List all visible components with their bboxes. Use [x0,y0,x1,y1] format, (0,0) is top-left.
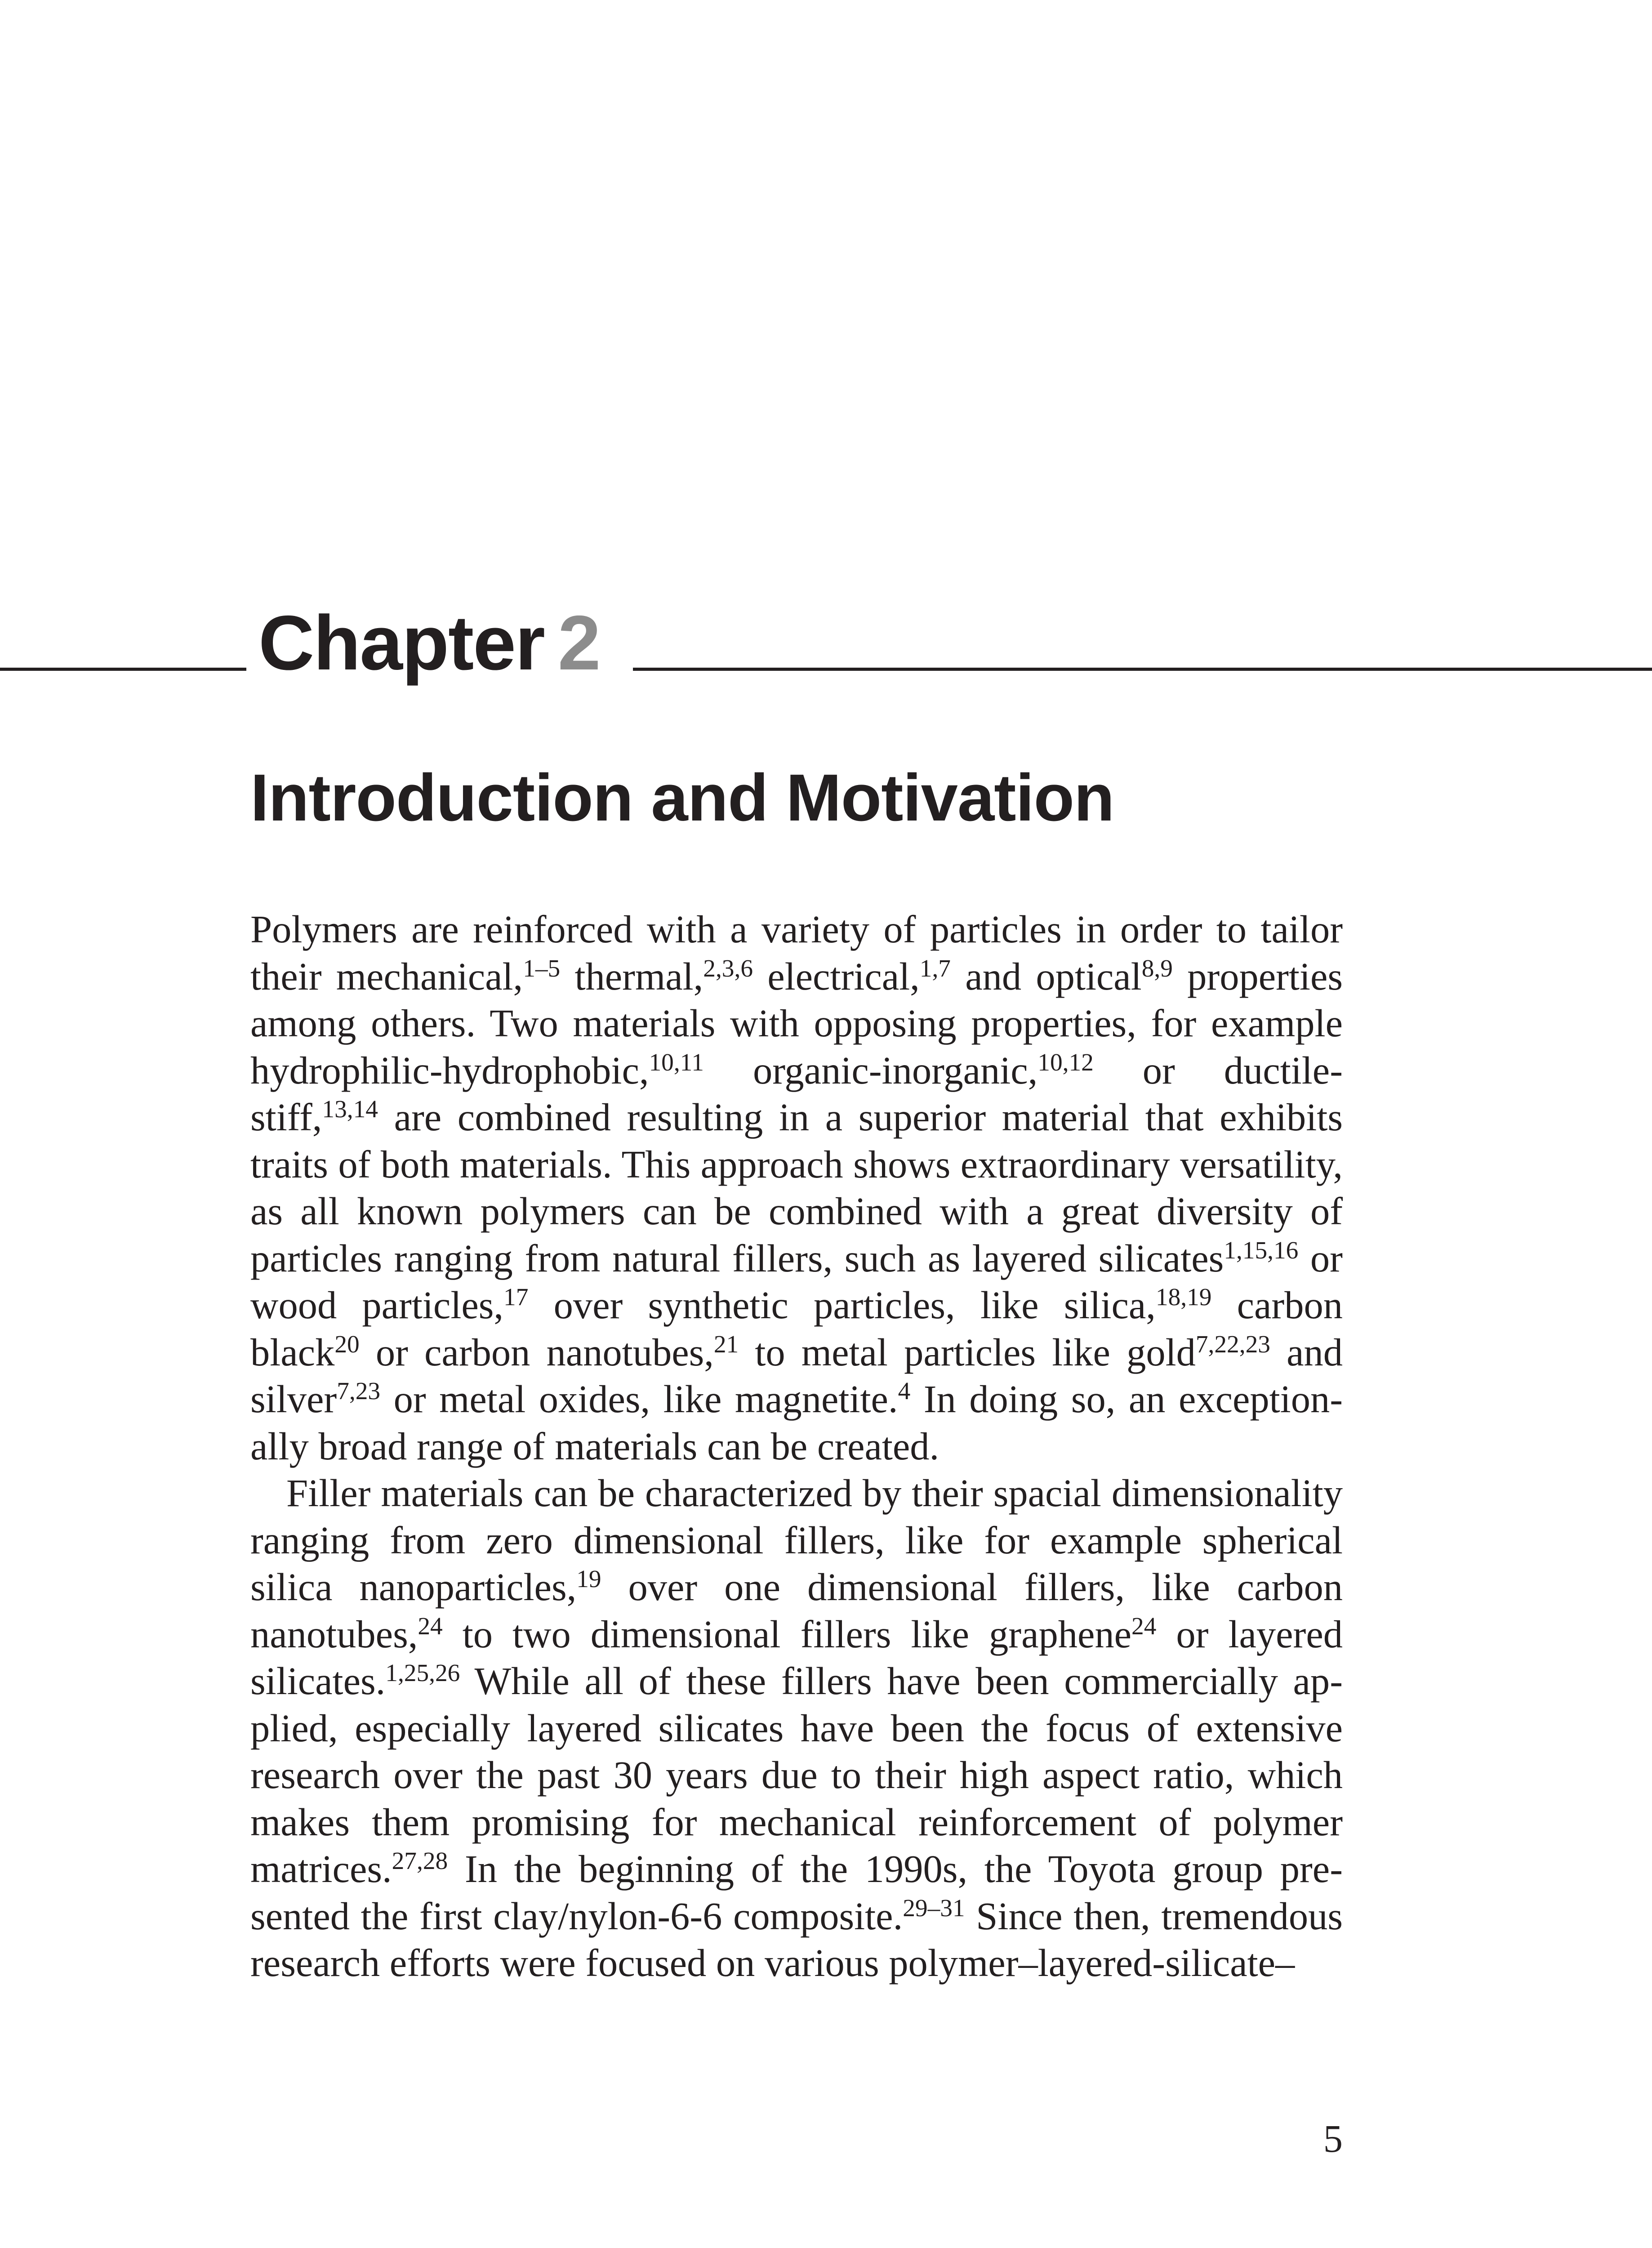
citation-ref: 7,22,23 [1195,1330,1270,1358]
body-text [250,906,1343,1987]
text-run: In the beginning of the 1990s, the Toyota group presented the first clay/nylon-6-6 composite. [250,1847,1343,1938]
text-run: In doing so, an exceptionally broad range of materials can be created. [250,1378,1343,1468]
text-run: properties among others. Two materials with opposing properties, for example hydrophilic-hydrophobic, [250,955,1343,1092]
text-run: over synthetic particles, like silica, [528,1284,1156,1327]
citation-ref: 4 [898,1377,911,1405]
text-run: electrical, [753,955,920,998]
text-run: to metal particles like gold [739,1330,1196,1374]
text-run: organic-inorganic, [704,1048,1038,1092]
chapter-rule-right [633,668,1652,671]
citation-ref: 19 [576,1565,601,1593]
text-run: While all of these fillers have been commercially applied, especially layered silicates have been the focus of extensive research over the past 30 years due to their high aspect ratio, which makes them promising for mechanical reinforcement of polymer matrices. [250,1659,1343,1891]
page-number: 5 [1323,2117,1343,2160]
chapter-label: Chapter [258,600,544,686]
citation-ref: 21 [713,1330,739,1358]
citation-ref: 20 [334,1330,360,1358]
citation-ref: 29–31 [903,1894,965,1922]
citation-ref: 7,23 [337,1377,381,1405]
chapter-rule-left [0,668,246,671]
citation-ref: 27,28 [392,1847,448,1875]
citation-ref: 1,15,16 [1224,1236,1299,1264]
citation-ref: 1,25,26 [385,1659,460,1687]
text-run: carbon black [250,1284,1343,1374]
citation-ref: 8,9 [1141,954,1173,982]
text-run: to two dimensional fillers like graphene [442,1612,1132,1656]
text-run: Since then, tremendous research efforts were focused on various polymer–layered-silicate– [250,1894,1343,1985]
text-run: or carbon nanotubes, [359,1330,714,1374]
text-run: thermal, [560,955,704,998]
text-run: Filler materials can be characterized by their spacial dimensionality ranging from zero dimensional fillers, like for example spherical silica nanoparticles, [250,1472,1343,1609]
text-run: or ductile-stiff, [250,1048,1343,1139]
chapter-title: Introduction and Motivation [250,761,1114,835]
text-run: or layered silicates. [250,1612,1343,1703]
citation-ref: 10,11 [649,1048,704,1076]
text-run: or metal oxides, like magnetite. [380,1378,898,1421]
citation-ref: 2,3,6 [703,954,753,982]
paragraph-2 [250,1470,1343,1987]
chapter-heading [258,598,600,688]
text-run: are combined resulting in a superior material that exhibits traits of both materials. This approach shows extraordinary versatility, as all known polymers can be combined with a great diversity of particles ranging from natural fillers, such as layered silicates [250,1096,1343,1280]
citation-ref: 24 [418,1612,443,1640]
citation-ref: 13,14 [322,1095,378,1123]
text-run: over one dimensional fillers, like carbon nanotubes, [250,1566,1343,1656]
citation-ref: 18,19 [1155,1283,1212,1311]
chapter-number: 2 [557,600,600,686]
text-run: and optical [950,955,1142,998]
citation-ref: 10,12 [1038,1048,1094,1076]
text-run: and silver [250,1330,1343,1421]
text-run: or wood particles, [250,1236,1343,1327]
citation-ref: 1,7 [919,954,951,982]
citation-ref: 17 [503,1283,529,1311]
paragraph-1 [250,906,1343,1470]
citation-ref: 24 [1131,1612,1157,1640]
text-run: Polymers are reinforced with a variety of particles in order to tailor their mechanical, [250,908,1343,998]
citation-ref: 1–5 [523,954,561,982]
